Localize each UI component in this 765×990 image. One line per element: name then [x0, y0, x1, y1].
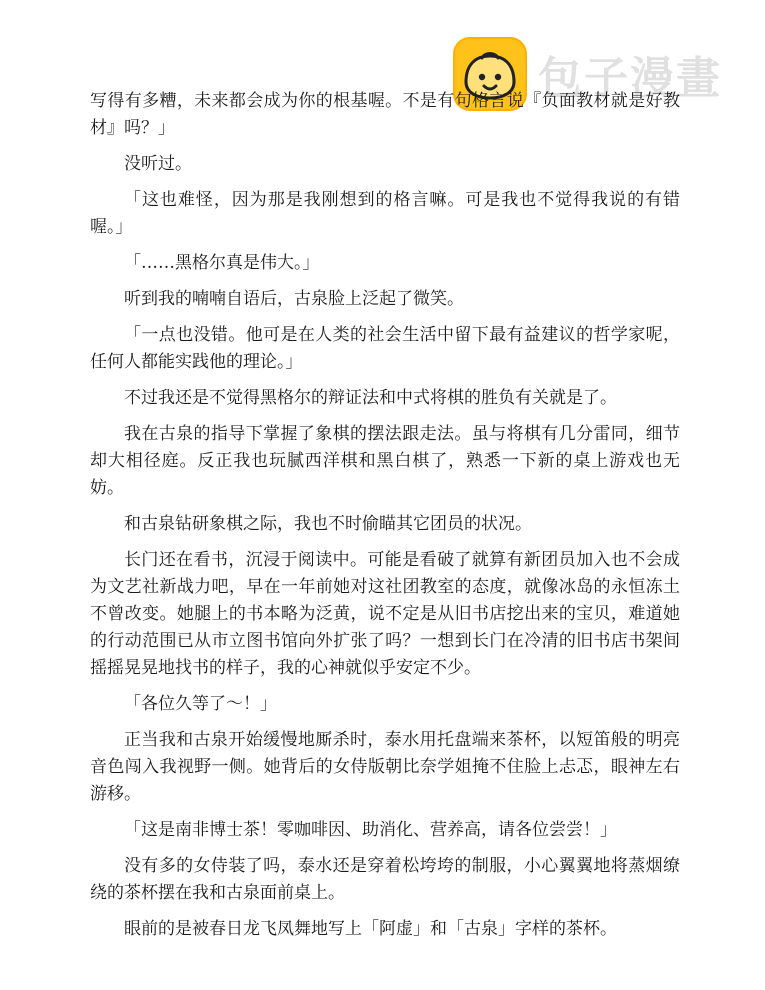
paragraph: 没听过。 [124, 154, 192, 174]
paragraph: 我在古泉的指导下掌握了象棋的摆法跟走法。虽与将棋有几分雷同，细节却大相径庭。反正我也玩腻西洋棋和黑白棋了，熟悉一下新的桌上游戏也无妨。 [90, 424, 680, 498]
paragraph: 正当我和古泉开始缓慢地厮杀时，泰水用托盘端来茶杯，以短笛般的明亮音色闯入我视野一侧。她背后的女侍版朝比奈学姐掩不住脸上忐忑，眼神左右游移。 [90, 730, 680, 804]
watermark-brand-text: 包子漫畫 [538, 53, 722, 104]
paragraph: 写得有多糟，未来都会成为你的根基喔。不是有句格言说『负面教材就是好教材』吗？」 [90, 91, 680, 138]
paragraph: 眼前的是被春日龙飞凤舞地写上「阿虚」和「古泉」字样的茶杯。 [124, 919, 617, 939]
body-text [90, 88, 680, 952]
paragraph: 「各位久等了～！」 [124, 694, 277, 714]
paragraph: 「这也难怪，因为那是我刚想到的格言嘛。可是我也不觉得我说的有错喔。」 [90, 190, 680, 237]
paragraph: 没有多的女侍装了吗，泰水还是穿着松垮垮的制服，小心翼翼地将蒸烟缭绕的茶杯摆在我和古泉面前桌上。 [90, 856, 680, 903]
paragraph: 长门还在看书，沉浸于阅读中。可能是看破了就算有新团员加入也不会成为文艺社新战力吧，早在一年前她对这社团教室的态度，就像冰岛的永恒冻土不曾改变。她腿上的书本略为泛黄，说不定是从旧书店挖出来的宝贝，难道她的行动范围已从市立图书馆向外扩张了吗？一想到长门在冷清的旧书店书架间摇摇晃晃地找书的样子，我的心神就似乎安定不少。 [90, 550, 680, 678]
paragraph: 「一点也没错。他可是在人类的社会生活中留下最有益建议的哲学家呢，任何人都能实践他的理论。」 [90, 325, 680, 372]
paragraph: 「这是南非博士茶！零咖啡因、助消化、营养高，请各位尝尝！」 [124, 820, 617, 840]
paragraph: 和古泉钻研象棋之际，我也不时偷瞄其它团员的状况。 [124, 514, 532, 534]
paragraph: 不过我还是不觉得黑格尔的辩证法和中式将棋的胜负有关就是了。 [124, 388, 617, 408]
paragraph: 「……黑格尔真是伟大。」 [124, 253, 320, 273]
paragraph: 听到我的喃喃自语后，古泉脸上泛起了微笑。 [124, 289, 464, 309]
